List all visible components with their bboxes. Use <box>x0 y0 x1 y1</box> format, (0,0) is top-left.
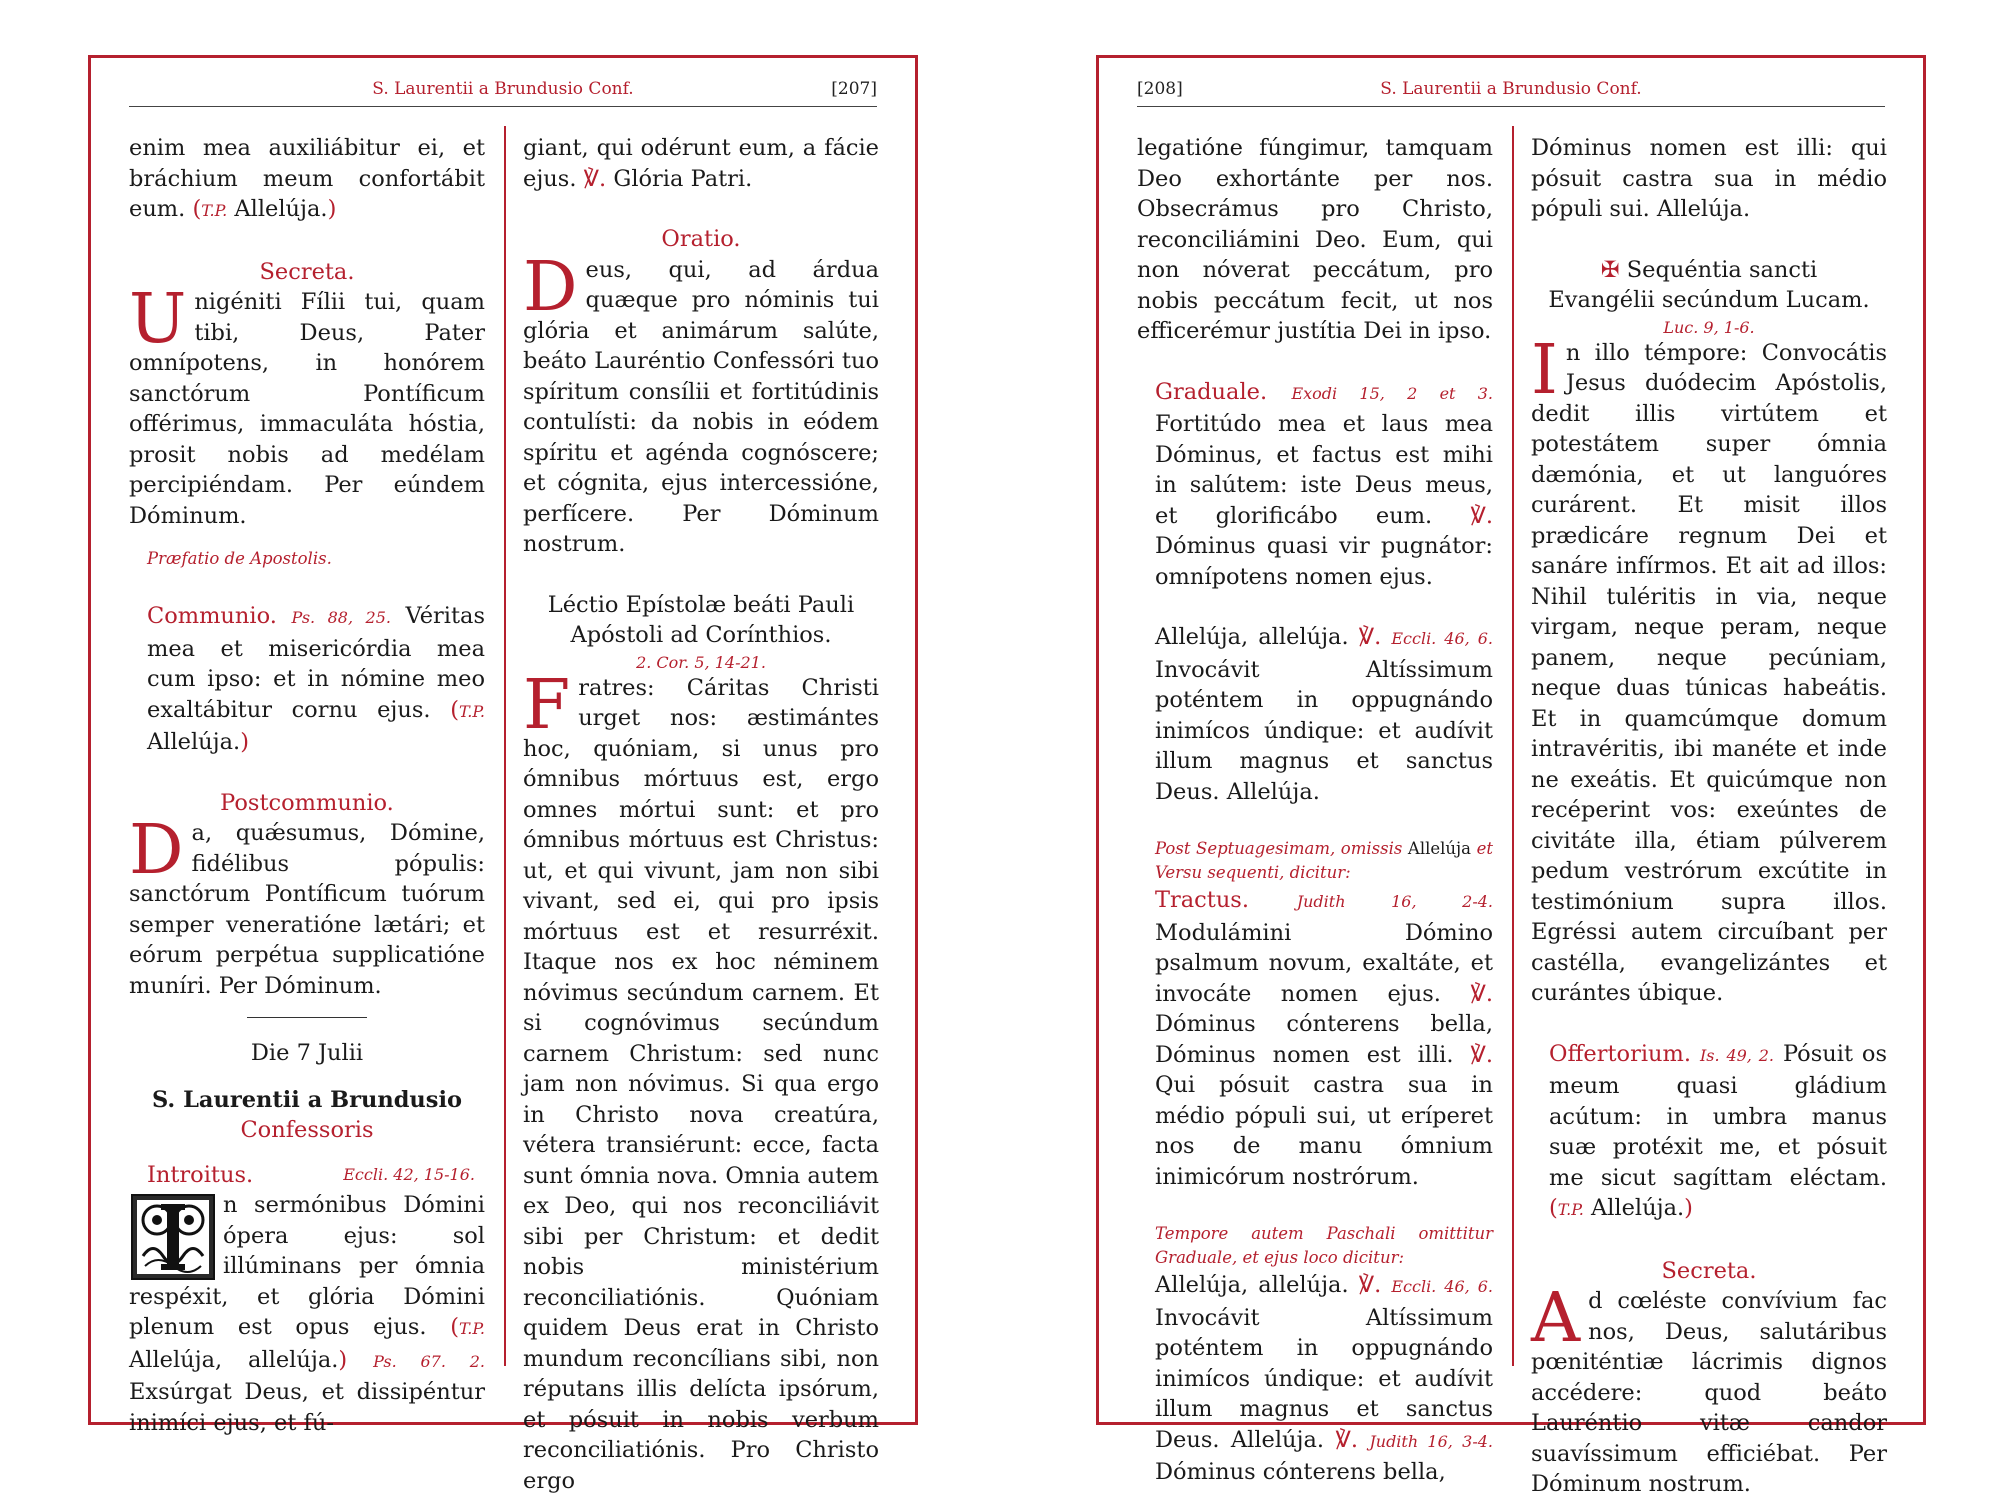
offertorium: Offertorium. Is. 49, 2. Pósuit os meum quasi gládium acútum: in umbra manus suæ protéxit me, et pósuit me sicut sagíttam eléctam. (T.P. Allelúja.) <box>1549 1040 1888 1221</box>
right-column-1 <box>1137 133 1493 1488</box>
oratio-heading: Oratio. <box>661 226 741 252</box>
running-header <box>1137 72 1885 107</box>
versicle-symbol: ℣. <box>1470 1041 1493 1068</box>
drop-initial: F <box>523 665 571 745</box>
cross-icon: ✠ <box>1600 256 1620 283</box>
drop-initial: A <box>1531 1279 1581 1358</box>
paragraph: legatióne fúngimur, tamquam Deo exhortánte per nos. Obsecrámus pro Christo, reconciliámini Deo. Eum, qui non nóverat peccátum, pro nobis peccátum fecit, ut nos efficerémur justítia Dei in ipso. <box>1137 135 1493 344</box>
paragraph: Dóminus nomen est illi: qui pósuit castra sua in médio pópuli sui. Allelúja. <box>1531 135 1887 222</box>
alleluia-verse: Allelúja, allelúja. ℣. Eccli. 46, 6. Invocávit Altíssimum poténtem in oppugnándo inimícos úndique: et audívit illum magnus et sanctus Deus. Allelúja. <box>1155 624 1494 805</box>
alleluia-verse: Allelúja, allelúja. ℣. Eccli. 46, 6. Invocávit Altíssimum poténtem in oppugnándo inimícos úndique: et audívit illum magnus et sanctus Deus. Allelúja. ℣. Judith 16, 3-4. Dóminus cónterens bella, <box>1155 1272 1494 1485</box>
graduale-heading: Graduale. <box>1155 378 1268 405</box>
drop-initial: D <box>129 811 184 890</box>
right-column-2 <box>1531 133 1887 1500</box>
column-divider <box>1512 126 1514 1366</box>
introitus-text: n sermónibus Dómini ópera ejus: sol illúminans per ómnia respéxit, et glória Dómini plenum est opus ejus. (T.P. Allelúja, allelúja.) Ps. 67. 2. Exsúrgat Deus, et dissipéntur inimíci ejus, et fú- <box>129 1192 485 1436</box>
ornate-initial-I <box>131 1194 215 1280</box>
graduale: Graduale. Exodi 15, 2 et 3. Fortitúdo mea et laus mea Dóminus, et factus est mihi in salútem: iste Deus meus, et glorificábo eum. ℣. Dóminus quasi vir pugnátor: omnípotens nomen ejus. <box>1155 378 1494 590</box>
lectio-ref: 2. Cor. 5, 14-21. <box>636 652 766 672</box>
introitus-heading-line: Introitus. Eccli. 42, 15-16. <box>147 1161 475 1188</box>
page-number: [208] <box>1137 79 1183 99</box>
secreta-text: Unigéniti Fílii tui, quam tibi, Deus, Pater omnípotens, in honórem sanctórum Pontíficum offérimus, immaculáta hóstia, prosit nobis ad medélam percipiéndam. Per eúndem Dóminum. <box>129 280 485 529</box>
lectio-text: Fratres: Cáritas Christi urget nos: æstimántes hoc, quóniam, si unus pro ómnibus mórtuus est, ergo omnes mórtui sunt: et pro ómnibus mórtuus est Christus: ut, et qui vivunt, jam non sibi vivant, sed ei, qui pro ipsis mórtuus est et resurréxit. Itaque nos ex hoc néminem nóvimus secúndum carnem. Et si cognóvimus secúndum carnem Christum: sed nunc jam non nóvimus. Si qua ergo in Christo nova creatúra, vétera transiérunt: ecce, facta sunt ómnia nova. Omnia autem ex Deo, qui nos reconciliávit sibi per Christum: et dedit nobis ministérium reconciliatiónis. Quóniam quidem Deus erat in Christo mundum reconcílians sibi, non réputans illis delícta ipsórum, et pósuit in nobis verbum reconciliatiónis. Pro Christo ergo <box>523 665 879 1494</box>
postcommunio-text: Da, quǽsumus, Dómine, fidélibus pópulis: sanctórum Pontíficum tuórum semper veneratióne lætári; et eórum perpétua supplicatióne muníri. Per Dóminum. <box>129 811 485 999</box>
tractus-heading: Tractus. <box>1155 887 1250 913</box>
drop-initial: U <box>129 280 187 359</box>
left-column-1 <box>129 133 485 1438</box>
tractus: Tractus. Judith 16, 2-4. Modulámini Dómino psalmum novum, exaltáte, et invocáte nomen ejus. ℣. Dóminus cónterens bella, Dóminus nomen est illi. ℣. Qui pósuit castra sua in médio pópuli sui, ut eríperet nos de manu ómnium inimicórum nostrórum. <box>1155 887 1493 1190</box>
oratio-text: Deus, qui, ad árdua quæque pro nóminis tui glória et animárum salúte, beáto Lauréntio Confessóri tuo spíritum consílii et fortitúdinis contulísti: da nobis in eódem spíritu et agénda cognóscere; et cógnita, ejus intercessióne, perfícere. Per Dóminum nostrum. <box>523 247 879 557</box>
versicle-symbol: ℣. <box>1358 1272 1382 1298</box>
page-number: [207] <box>831 79 877 99</box>
header-title: S. Laurentii a Brundusio Conf. <box>1380 79 1642 99</box>
section-separator <box>247 1017 367 1018</box>
secreta-heading: Secreta. <box>259 258 355 285</box>
column-divider <box>504 126 506 1366</box>
versicle-symbol: ℣. <box>1335 1426 1358 1453</box>
postcommunio-heading: Postcommunio. <box>220 789 394 816</box>
secreta-heading: Secreta. <box>1661 1257 1757 1284</box>
left-page <box>88 55 918 1494</box>
gospel-title: ✠ Sequéntia sancti Evangélii secúndum Lucam. <box>1548 256 1870 313</box>
feast-date: Die 7 Julii <box>250 1040 364 1066</box>
paragraph: giant, qui odérunt eum, a fácie ejus. ℣. Glória Patri. <box>523 135 879 192</box>
versicle-symbol: ℣. <box>1470 502 1493 529</box>
feast-rank: Confessoris <box>240 1117 374 1143</box>
right-page <box>1096 55 1926 1497</box>
introitus-heading: Introitus. <box>147 1161 254 1188</box>
gospel-text: In illo témpore: Convocátis Jesus duódecim Apóstolis, dedit illis virtútem et potestátem super ómnia dæmónia, et ut languóres curárent. Et misit illos prædicáre regnum Dei et sanáre infírmos. Et ait ad illos: Nihil tuléritis in via, neque virgam, neque peram, neque panem, neque pecúniam, neque duas túnicas habeátis. Et in quamcúmque domum intravéritis, ibi manéte et inde ne exeátis. Et quicúmque non recéperint vos: exeúntes de civitáte illa, étiam púlverem pedum vestrórum excútite in testimónium supra illos. Egréssi autem circuíbant per castélla, evangelizántes et curántes úbique. <box>1531 330 1887 1006</box>
lectio-title: Léctio Epístolæ beáti Pauli Apóstoli ad Corínthios. <box>547 591 855 648</box>
feast-name: S. Laurentii a Brundusio <box>151 1086 463 1113</box>
versicle-symbol: ℣. <box>1358 624 1382 650</box>
drop-initial: D <box>523 247 578 327</box>
paragraph: enim mea auxiliábitur ei, et bráchium meum confortábit eum. (T.P. Allelúja.) <box>129 135 485 222</box>
header-title: S. Laurentii a Brundusio Conf. <box>372 79 634 99</box>
drop-initial: I <box>1531 330 1558 410</box>
running-header <box>129 72 877 107</box>
communio-heading: Communio. <box>147 603 277 629</box>
left-column-2 <box>523 133 879 1496</box>
gospel-ref: Luc. 9, 1-6. <box>1663 317 1755 337</box>
rubric: Præfatio de Apostolis. <box>147 549 332 568</box>
secreta-text: Ad cœléste convívium fac nos, Deus, salutáribus pœniténtiæ lácrimis dignos accédere: quod beáto Lauréntio vitæ candor suavíssimum efficiébat. Per Dóminum nostrum. <box>1531 1279 1887 1497</box>
versicle-symbol: ℣. <box>1470 980 1493 1007</box>
rubric: Tempore autem Paschali omittitur Graduale, et ejus loco dicitur: <box>1155 1224 1493 1267</box>
versicle-symbol: ℣. <box>583 165 607 192</box>
communio: Communio. Ps. 88, 25. Véritas mea et misericórdia mea cum ipso: et in nómine meo exaltábitur cornu ejus. (T.P. Allelúja.) <box>147 603 485 755</box>
rubric: Post Septuagesimam, omissis Allelúja et Versu sequenti, dicitur: <box>1155 839 1493 882</box>
offertorium-heading: Offertorium. <box>1549 1040 1692 1067</box>
